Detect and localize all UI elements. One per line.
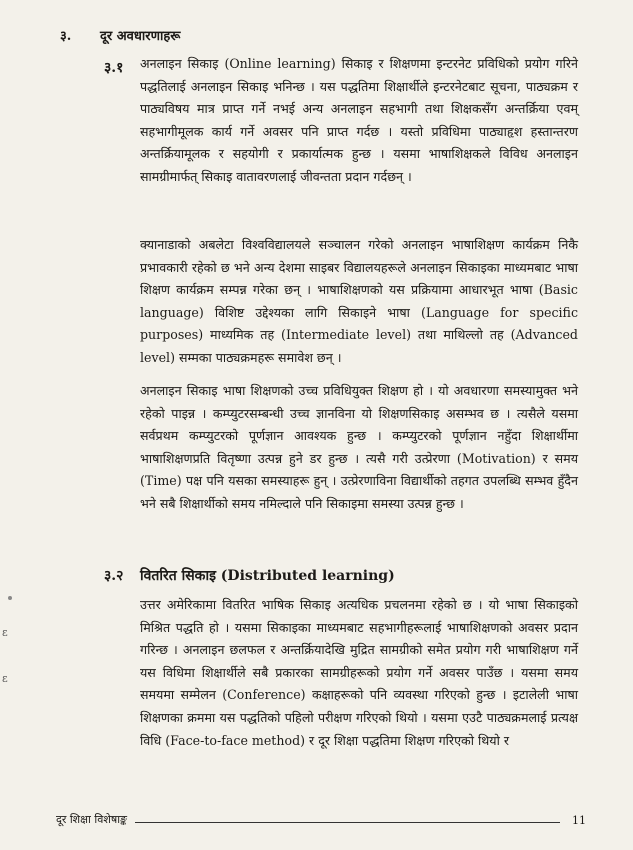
margin-mark: ε [2,626,8,639]
page-footer [56,812,586,827]
paragraph-problems: अनलाइन सिकाइ भाषा शिक्षणको उच्च प्रविधियुक्त शिक्षण हो । यो अवधारणा समस्यामुक्त भने रहेको पाइन्न । कम्प्युटरसम्बन्धी उच्च ज्ञानविना यो शिक्षणसिकाइ असम्भव छ । त्यसैले यसमा सर्वप्रथम कम्प्युटरको पूर्णज्ञान आवश्यक हुन्छ । कम्प्युटरको पूर्णज्ञान नहुँदा शिक्षार्थीमा भाषाशिक्षणप्रति वितृष्णा उत्पन्न हुने डर हुन्छ । त्यसै गरी उत्प्रेरणा (Motivation) र समय (Time) पक्ष पनि यसका समस्याहरू हुन् । उत्प्रेरणाविना विद्यार्थीको तहगत उपलब्धि सम्भव हुँदैन भने सबै शिक्षार्थीको समय नमिल्दाले पनि सिकाइमा समस्या उत्पन्न हुन्छ । [140,383,578,511]
paragraph-canada: क्यानाडाको अबलेटा विश्वविद्यालयले सञ्चालन गरेको अनलाइन भाषाशिक्षण कार्यक्रम निकै प्रभावकारी रहेको छ भने अन्य देशमा साइबर विद्यालयहरूले अनलाइन सिकाइका माध्यमबाट भाषा शिक्षण कार्यक्रम सम्पन्न गरेका छन् । भाषाशिक्षणको यस प्रक्रियामा आधारभूत भाषा (Basic language) विशिष्ट उद्देश्यका लागि सिकाइने भाषा (Language for specific purposes) माध्यमिक तह (Intermediate level) तथा माथिल्लो तह (Advanced level) सम्मका पाठ्यक्रमहरू समावेश छन् । [140,237,578,365]
margin-mark: ε [2,672,8,685]
footer-journal-title: दूर शिक्षा विशेषाङ्क [56,813,128,826]
page-number: 11 [572,814,586,827]
section-number: ३.२ [104,568,124,584]
chapter-number: ३. [60,29,72,44]
paragraph-distributed-learning: उत्तर अमेरिकामा वितरित भाषिक सिकाइ अत्यधिक प्रचलनमा रहेको छ । यो भाषा सिकाइको मिश्रित पद्धति हो । यसमा सिकाइका माध्यमबाट सहभागीहरूलाई भाषाशिक्षणको अवसर प्रदान गरिन्छ । अनलाइन छलफल र अन्तर्क्रियादेखि मुद्रित सामग्रीको समेत प्रयोग गरी भाषाशिक्षण गर्ने यस विधिमा शिक्षार्थीले सबै प्रकारका सामग्रीहरूको प्रयोग गर्ने अवसर पाउँछ । यसमा समय समयमा सम्मेलन (Conference) कक्षाहरूको पनि व्यवस्था गरिएको हुन्छ । इटालेली भाषा शिक्षणका क्रममा यस पद्धतिको पहिलो परीक्षण गरिएको थियो । यसमा एउटै पाठ्यक्रमलाई प्रत्यक्ष विधि (Face-to-face method) र दूर शिक्षा पद्धतिमा शिक्षण गरिएको थियो र [140,597,578,748]
paragraph-online-learning: अनलाइन सिकाइ (Online learning) सिकाइ र शिक्षणमा इन्टरनेट प्रविधिको प्रयोग गरिने पद्धतिलाई अनलाइन सिकाइ भनिन्छ । यस पद्धतिमा शिक्षार्थीले इन्टरनेटबाट सूचना, पाठ्यक्रम र पाठ्यविषय मात्र प्राप्त गर्ने नभई अन्य अनलाइन सहभागी तथा शिक्षकसँग अन्तर्क्रिया एवम् सहभागीमूलक कार्य गर्ने अवसर पनि प्राप्त गर्दछ । यस्तो प्रविधिमा पाठ्याहृश हस्तान्तरण अन्तर्क्रियामूलक र सहयोगी र प्रकार्यात्मक हुन्छ । यसमा भाषाशिक्षकले विविध अनलाइन सामग्रीमार्फत् सिकाइ वातावरणलाई जीवन्तता प्रदान गर्दछन् । [140,56,578,184]
punch-hole [8,596,12,600]
section-title: वितरित सिकाइ (Distributed learning) [140,568,395,584]
chapter-title: दूर अवधारणाहरू [100,29,181,44]
footer-rule [135,821,560,823]
section-number: ३.१ [104,60,124,76]
